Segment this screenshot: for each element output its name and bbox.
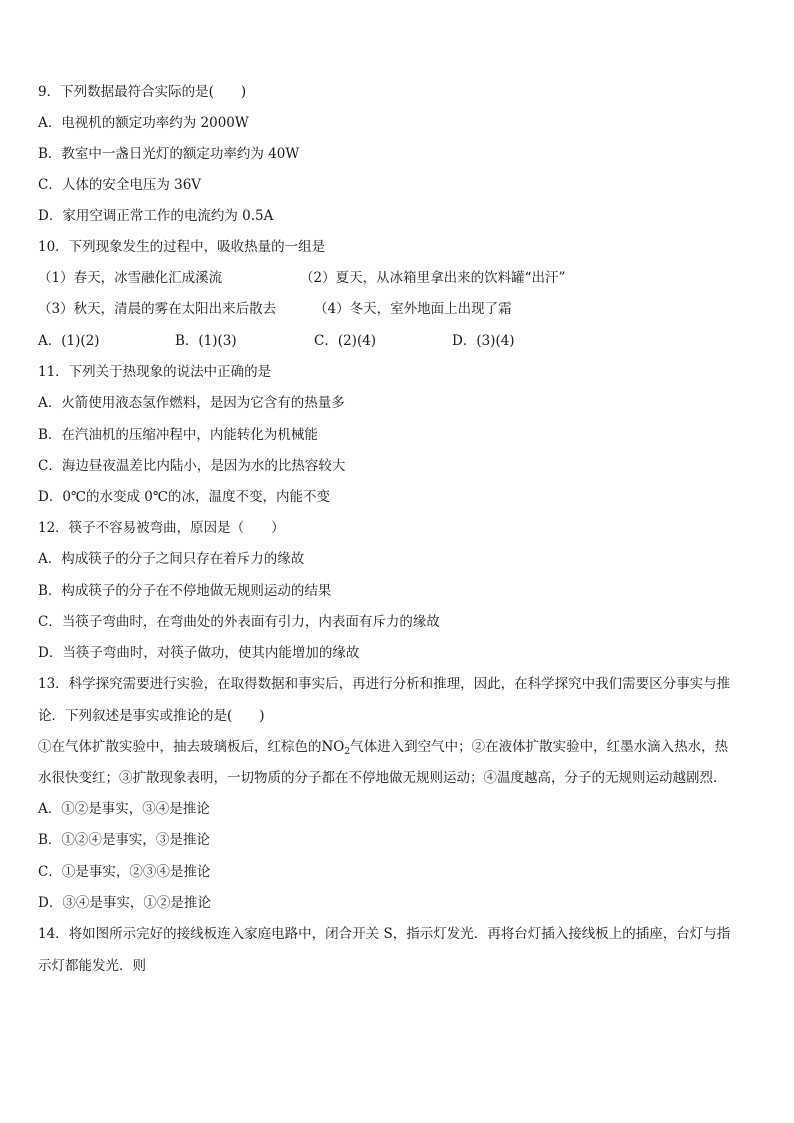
- q9-stem: 9．下列数据最符合实际的是( ): [38, 84, 247, 100]
- q11-stem: 11．下列关于热现象的说法中正确的是: [38, 364, 272, 380]
- q10-items-row-1: [38, 269, 758, 287]
- q13-option-b: B．①②④是事实，③是推论: [38, 832, 210, 848]
- q13-paragraph-text-b: 气体进入到空气中；②在液体扩散实验中，红墨水滴入热水，热: [350, 739, 729, 755]
- q9-option-c: C．人体的安全电压为 36V: [38, 177, 202, 193]
- q13-paragraph-line-1: [38, 738, 728, 761]
- q10-item-4: （4）冬天，室外地面上出现了霜: [314, 301, 512, 317]
- q13-stem-line-1: 13．科学探究需要进行实验，在取得数据和事实后，再进行分析和推理，因此，在科学探究中我们需要区分事实与推: [38, 676, 731, 692]
- q13-subscript-2: 2: [344, 747, 351, 757]
- q10-stem: 10．下列现象发生的过程中，吸收热量的一组是: [38, 239, 326, 255]
- q10-items-row-2: [38, 300, 758, 318]
- q10-option-a: A．(1)(2): [38, 333, 100, 349]
- q10-options-row: [38, 332, 758, 350]
- q10-option-d: D．(3)(4): [452, 333, 515, 349]
- q11-option-a: A．火箭使用液态氢作燃料，是因为它含有的热量多: [38, 395, 345, 411]
- q13-option-a: A．①②是事实，③④是推论: [38, 801, 210, 817]
- q10-item-2: （2）夏天，从冰箱里拿出来的饮料罐“出汗”: [300, 270, 566, 286]
- q12-option-c: C．当筷子弯曲时，在弯曲处的外表面有引力，内表面有斥力的缘故: [38, 614, 440, 630]
- q9-option-d: D．家用空调正常工作的电流约为 0.5A: [38, 208, 274, 224]
- q9-option-b: B．教室中一盏日光灯的额定功率约为 40W: [38, 146, 300, 162]
- q13-paragraph-line-2: 水很快变红；③扩散现象表明，一切物质的分子都在不停地做无规则运动；④温度越高，分子的无规则运动越剧烈．: [38, 770, 727, 786]
- q10-option-c: C．(2)(4): [314, 333, 377, 349]
- q14-stem-line-1: 14．将如图所示完好的接线板连入家庭电路中，闭合开关 S，指示灯发光．再将台灯插入接线板上的插座，台灯与指: [38, 926, 731, 942]
- q12-option-a: A．构成筷子的分子之间只存在着斥力的缘故: [38, 551, 305, 567]
- q11-option-c: C．海边昼夜温差比内陆小，是因为水的比热容较大: [38, 458, 346, 474]
- q12-stem: 12．筷子不容易被弯曲，原因是（ ）: [38, 520, 285, 536]
- q9-option-a: A．电视机的额定功率约为 2000W: [38, 115, 249, 131]
- q13-stem-line-2: 论．下列叙述是事实或推论的是( ): [38, 708, 265, 724]
- q13-option-c: C．①是事实，②③④是推论: [38, 864, 211, 880]
- q11-option-b: B．在汽油机的压缩冲程中，内能转化为机械能: [38, 427, 318, 443]
- q10-item-1: （1）春天，冰雪融化汇成溪流: [38, 270, 223, 286]
- q13-paragraph-text-a: ①在气体扩散实验中，抽去玻璃板后，红棕色的NO: [38, 739, 345, 755]
- q10-item-3: （3）秋天，清晨的雾在太阳出来后散去: [38, 301, 277, 317]
- q10-option-b: B．(1)(3): [175, 333, 237, 349]
- q14-stem-line-2: 示灯都能发光．则: [38, 958, 146, 974]
- q11-option-d: D．0℃的水变成 0℃的冰，温度不变，内能不变: [38, 489, 330, 505]
- q13-option-d: D．③④是事实，①②是推论: [38, 895, 211, 911]
- q12-option-d: D．当筷子弯曲时，对筷子做功，使其内能增加的缘故: [38, 645, 360, 661]
- q12-option-b: B．构成筷子的分子在不停地做无规则运动的结果: [38, 583, 332, 599]
